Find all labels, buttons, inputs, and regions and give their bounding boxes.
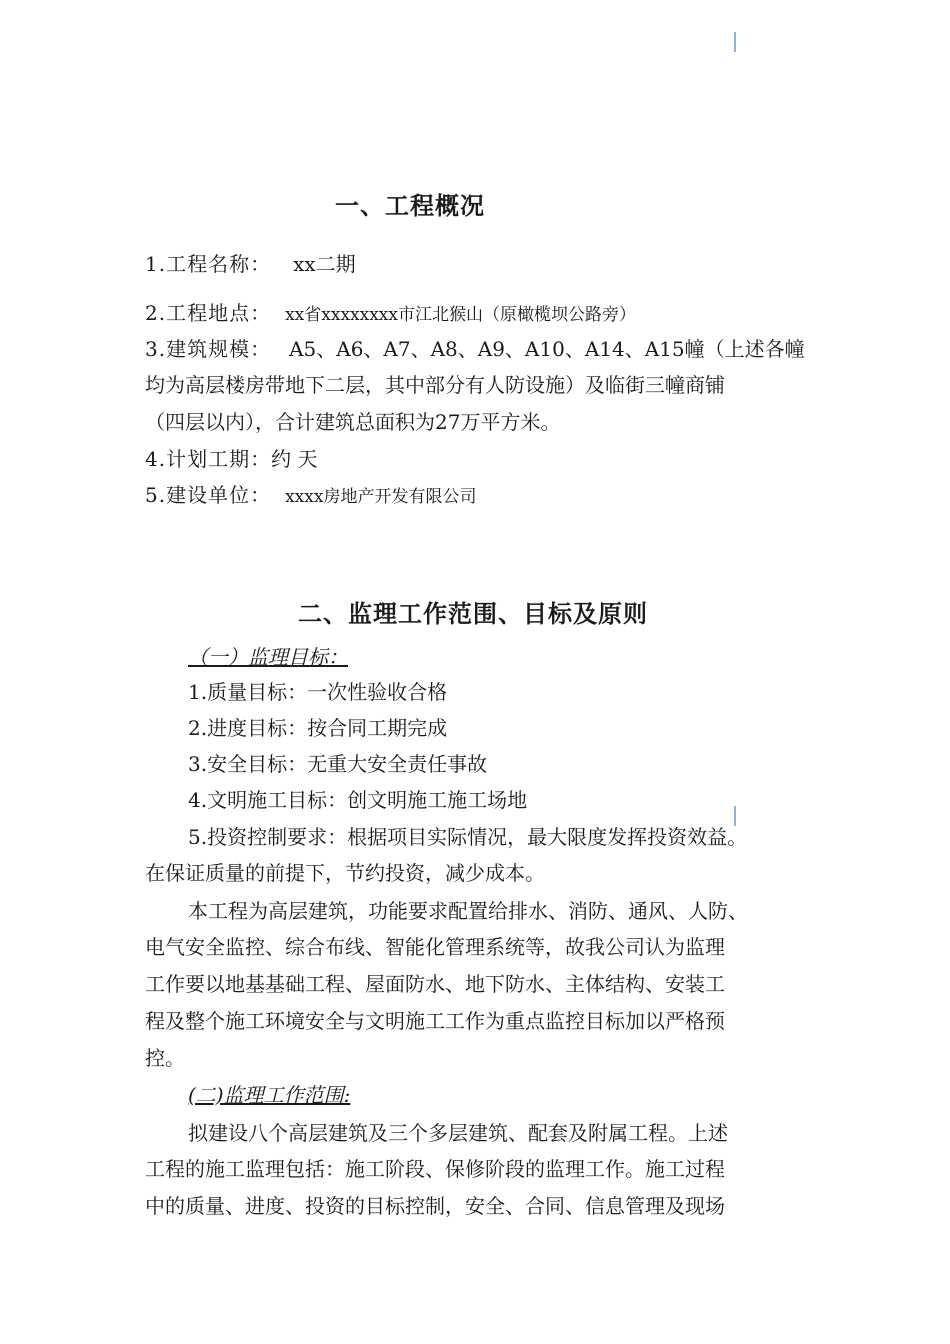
project-scale-line-3: （四层以内），合计建筑总面积为27万平方米。 xyxy=(145,410,561,434)
text-cursor-mark xyxy=(734,806,736,826)
goal-schedule: 2.进度目标：按合同工期完成 xyxy=(188,716,448,740)
scope-paragraph-line: 控。 xyxy=(145,1046,185,1070)
scope-detail-line: 中的质量、进度、投资的目标控制，安全、合同、信息管理及现场 xyxy=(145,1194,725,1218)
scope-paragraph-line: 程及整个施工环境安全与文明施工工作为重点监控目标加以严格预 xyxy=(145,1009,725,1033)
scope-detail-line: 工程的施工监理包括：施工阶段、保修阶段的监理工作。施工过程 xyxy=(145,1157,725,1181)
section-title-scope: 二、监理工作范围、目标及原则 xyxy=(298,600,648,628)
goal-quality: 1.质量目标：一次性验收合格 xyxy=(188,680,448,704)
goal-investment-cont: 在保证质量的前提下，节约投资，减少成本。 xyxy=(145,861,545,885)
project-duration-line xyxy=(145,446,317,472)
project-name-line xyxy=(145,251,356,277)
goal-investment: 5.投资控制要求：根据项目实际情况，最大限度发挥投资效益。 xyxy=(188,825,748,849)
project-duration-value: 约 天 xyxy=(271,447,318,471)
scope-paragraph-line: 电气安全监控、综合布线、智能化管理系统等，故我公司认为监理 xyxy=(145,935,725,959)
project-location-label: 2.工程地点： xyxy=(145,301,272,325)
project-duration-label: 4.计划工期： xyxy=(145,447,272,471)
subsection-scope-title: (二)监理工作范围: xyxy=(188,1083,351,1107)
scope-paragraph-line: 本工程为高层建筑，功能要求配置给排水、消防、通风、人防、 xyxy=(188,899,748,923)
project-name-label: 1.工程名称： xyxy=(145,252,272,276)
subsection-goals-title: （一）监理目标： xyxy=(188,645,348,669)
project-owner-label: 5.建设单位： xyxy=(145,483,272,507)
section-title-overview: 一、工程概况 xyxy=(335,192,485,220)
scope-detail-line: 拟建设八个高层建筑及三个多层建筑、配套及附属工程。上述 xyxy=(188,1121,728,1145)
project-name-value: xx二期 xyxy=(293,252,356,276)
project-owner-line xyxy=(145,482,476,510)
project-scale-label: 3.建筑规模： xyxy=(145,337,272,361)
project-location-value: xx省xxxxxxxx市江北猴山（原橄榄坝公路旁） xyxy=(285,305,636,325)
goal-civilized: 4.文明施工目标：创文明施工施工场地 xyxy=(188,788,528,812)
project-scale-line-2: 均为高层楼房带地下二层，其中部分有人防设施）及临街三幢商铺 xyxy=(145,373,725,397)
project-owner-value: xxxx房地产开发有限公司 xyxy=(285,487,477,507)
goal-safety: 3.安全目标：无重大安全责任事故 xyxy=(188,752,488,776)
text-cursor-mark xyxy=(734,32,736,52)
project-location-line xyxy=(145,300,636,328)
project-scale-value: A5、A6、A7、A8、A9、A10、A14、A15幢（上述各幢 xyxy=(289,337,805,361)
scope-paragraph-line: 工作要以地基基础工程、屋面防水、地下防水、主体结构、安装工 xyxy=(145,972,725,996)
project-scale-line xyxy=(145,336,805,362)
